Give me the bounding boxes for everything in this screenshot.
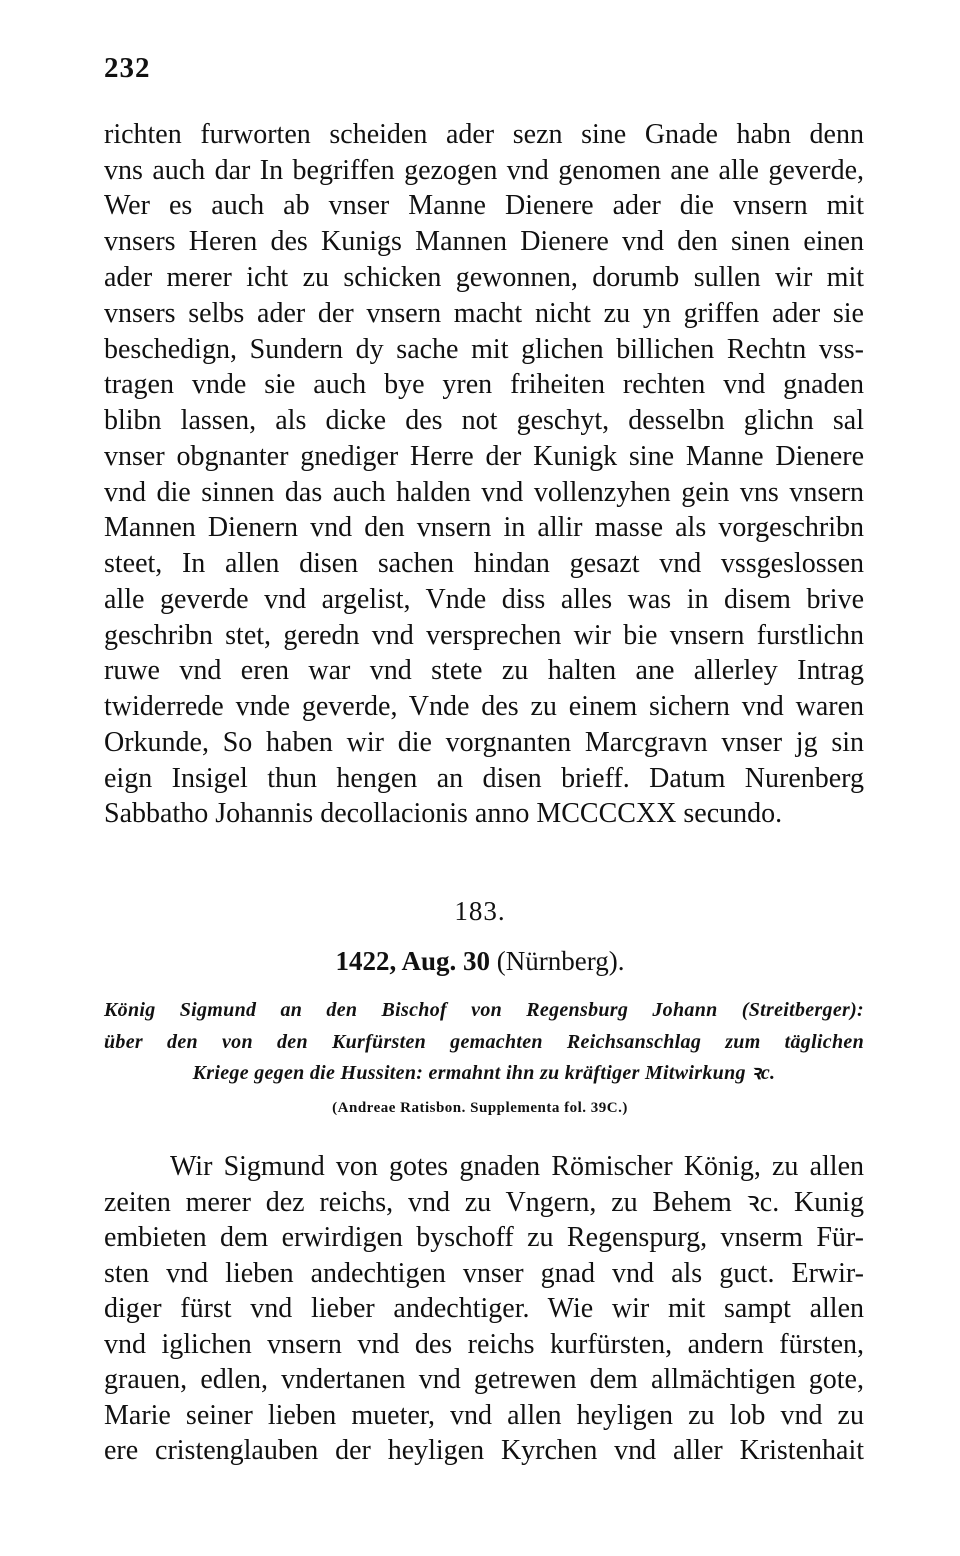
text-line: vnsers Heren des Kunigs Mannen Dienere vnd den sinen einen: [104, 226, 864, 257]
text-line: vnd iglichen vnsern vnd des reichs kurfürsten, andern fürsten,: [104, 1329, 864, 1360]
regest-line: über den von den Kurfürsten gemachten Reichsanschlag zum täglichen: [104, 1031, 864, 1053]
text-line: richten furworten scheiden ader sezn sine Gnade habn denn: [104, 119, 864, 150]
text-line: Mannen Dienern vnd den vnsern in allir masse als vorgeschribn: [104, 512, 864, 543]
text-line: ruwe vnd eren war vnd stete zu halten ane allerley Intrag: [104, 655, 864, 686]
source-reference: (Andreae Ratisbon. Supplementa fol. 39C.): [332, 1100, 628, 1116]
document-date-heading: [0, 946, 960, 977]
text-line: twiderrede vnde geverde, Vnde des zu einem sichern vnd waren: [104, 691, 864, 722]
text-line: blibn lassen, als dicke des not geschyt, desselbn glichn sal: [104, 405, 864, 436]
text-line: Sabbatho Johannis decollacionis anno MCCCCXX secundo.: [104, 798, 783, 829]
text-line: ere cristenglauben der heyligen Kyrchen vnd aller Kristenhait: [104, 1435, 864, 1466]
text-line: vnsers selbs ader der vnsern macht nicht zu yn griffen ader sie: [104, 298, 864, 329]
regest-line: Kriege gegen die Hussiten: ermahnt ihn zu kräftiger Mitwirkung ꝛc.: [192, 1062, 776, 1084]
text-line: tragen vnde sie auch bye yren friheiten rechten vnd gnaden: [104, 369, 864, 400]
regest-line: König Sigmund an den Bischof von Regensburg Johann (Streitberger):: [104, 999, 864, 1021]
text-line: vnser obgnanter gnediger Herre der Kunigk sine Manne Dienere: [104, 441, 864, 472]
text-line: grauen, edlen, vndertanen vnd getrewen dem allmächtigen gote,: [104, 1364, 864, 1395]
text-line: beschedign, Sundern dy sache mit glichen billichen Rechtn vss-: [104, 334, 864, 365]
text-line: alle geverde vnd argelist, Vnde diss alles was in disem brive: [104, 584, 864, 615]
text-line: Wer es auch ab vnser Manne Dienere ader die vnsern mit: [104, 190, 864, 221]
text-line: vns auch dar In begriffen gezogen vnd genomen ane alle geverde,: [104, 155, 864, 186]
text-line: embieten dem erwirdigen byschoff zu Regenspurg, vnserm Für-: [104, 1222, 864, 1253]
text-line: diger fürst vnd lieber andechtiger. Wie wir mit sampt allen: [104, 1293, 864, 1324]
text-line: eign Insigel thun hengen an disen brieff. Datum Nurenberg: [104, 763, 864, 794]
text-line: sten vnd lieben andechtigen vnser gnad vnd als guct. Erwir-: [104, 1258, 864, 1289]
text-line: Wir Sigmund von gotes gnaden Römischer König, zu allen: [170, 1151, 864, 1182]
text-line: geschribn stet, geredn vnd versprechen wir bie vnsern furstlichn: [104, 620, 864, 651]
text-line: ader merer icht zu schicken gewonnen, dorumb sullen wir mit: [104, 262, 864, 293]
document-place: (Nürnberg).: [496, 946, 625, 976]
text-line: Marie seiner lieben mueter, vnd allen heyligen zu lob vnd zu: [104, 1400, 864, 1431]
text-line: Orkunde, So haben wir die vorgnanten Marcgravn vnser jg sin: [104, 727, 864, 758]
page-number: 232: [104, 52, 151, 84]
text-line: zeiten merer dez reichs, vnd zu Vngern, zu Behem ꝛc. Kunig: [104, 1187, 864, 1218]
document-date: 1422, Aug. 30: [335, 946, 491, 976]
document-number: 183.: [454, 896, 506, 926]
text-line: steet, In allen disen sachen hindan gesazt vnd vssgeslossen: [104, 548, 864, 579]
text-line: vnd die sinnen das auch halden vnd vollenzyhen gein vns vnsern: [104, 477, 864, 508]
